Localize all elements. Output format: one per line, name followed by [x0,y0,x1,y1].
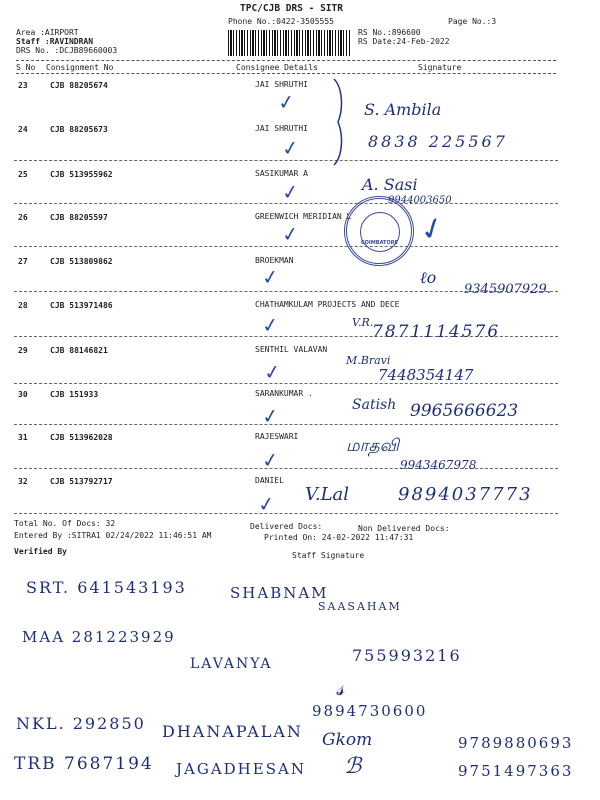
row-divider [14,513,558,514]
row-consignee: JAI SHRUTHI [255,80,308,89]
row-consignment: CJB 88205674 [50,81,108,90]
handwritten-text: MAA 281223929 [22,628,176,646]
col-consignee: Consignee Details [236,63,318,72]
staff-label: Staff :RAVINDRAN [16,37,94,46]
col-signature: Signature [418,63,462,72]
row-divider [14,160,558,161]
row-sno: 25 [18,170,28,179]
row-divider [14,383,558,384]
stamp-text: COIMBATORE [361,240,398,246]
row-consignee: BROEKMAN [255,256,294,265]
total-docs: Total No. Of Docs: 32 [14,519,116,528]
handwritten-text: 9751497363 [458,762,574,780]
row-sno: 26 [18,213,28,222]
handwritten-phone: 9943467978 [400,458,477,472]
handwritten-phone: 7448354147 [378,366,474,384]
check-mark-icon: ✓ [260,263,281,291]
handwritten-text: SHABNAM [230,584,329,602]
header-divider-2 [16,73,556,74]
handwritten-text: LAVANYA [190,656,273,672]
area-label: Area :AIRPORT [16,28,79,37]
handwritten-signature: ℓo [420,268,437,287]
handwritten-signature: Gkom [322,730,373,750]
row-consignment: CJB 513809862 [50,257,113,266]
handwritten-text: TRB 7687194 [14,754,154,774]
row-consignee: CHATHAMKULAM PROJECTS AND DECE [255,300,400,309]
handwritten-signature: 𝓈 [336,676,345,701]
stamp-inner-ring [360,212,400,252]
rs-date: RS Date:24-Feb-2022 [358,37,450,46]
check-mark-icon: ✓ [262,358,283,386]
verified-by-label: Verified By [14,547,67,556]
handwritten-signature: V.Lal [305,484,350,505]
bracket-mark [332,77,346,167]
row-consignment: CJB 513792717 [50,477,113,486]
handwritten-phone: 9944003650 [388,195,452,206]
row-consignee: SENTHIL VALAVAN [255,345,328,354]
barcode [228,30,350,56]
row-sno: 28 [18,301,28,310]
col-sno: S No [16,63,36,72]
handwritten-text: JAGADHESAN [176,760,306,778]
handwritten-phone: 9965666623 [410,401,519,421]
non-delivered-docs: Non Delivered Docs: [358,524,450,533]
row-divider [14,203,558,204]
check-mark-icon: ✓ [280,220,301,248]
row-consignee: SARANKUMAR . [255,389,313,398]
row-consignee: GREENWICH MERIDIAN L [255,212,352,221]
row-divider [14,424,558,425]
company-stamp [344,196,414,266]
check-mark-icon: ✓ [276,88,297,116]
row-consignment: CJB 88205673 [50,125,108,134]
row-sno: 27 [18,257,28,266]
handwritten-text: SAASAHAM [318,600,402,613]
handwritten-text: DHANAPALAN [162,722,303,741]
handwritten-phone: 7871114576 [372,322,501,342]
printed-on: Printed On: 24-02-2022 11:47:31 [264,533,414,542]
handwritten-text: 9894730600 [312,702,428,720]
handwritten-text: 755993216 [352,646,462,665]
handwritten-phone: 9894037773 [398,484,533,505]
phone-number: Phone No.:0422-3505555 [228,17,334,26]
handwritten-text: 9789880693 [458,734,574,752]
handwritten-signature: M.Bravi [346,354,391,367]
row-consignment: CJB 513955962 [50,170,113,179]
staff-signature-label: Staff Signature [292,551,365,560]
row-sno: 24 [18,125,28,134]
header-divider [16,60,556,61]
entered-by: Entered By :SITRA1 02/24/2022 11:46:51 AM [14,531,212,540]
col-consignment: Consignment No [46,63,114,72]
check-mark-icon: ✓ [260,311,281,339]
page-number: Page No.:3 [448,17,497,26]
row-consignment: CJB 151933 [50,390,99,399]
check-mark-icon: ✓ [280,178,301,206]
delivered-docs: Delivered Docs: [250,522,323,531]
row-consignee: RAJESWARI [255,432,299,441]
row-divider [14,468,558,469]
check-mark-icon: ✓ [256,490,277,518]
document-title: TPC/CJB DRS - SITR [240,3,343,14]
handwritten-signature: A. Sasi [362,175,418,194]
handwritten-text: SRT. 641543193 [26,578,187,597]
row-consignee: SASIKUMAR A [255,169,308,178]
row-consignee: DANIEL [255,476,284,485]
handwritten-signature: V.R. [352,316,374,329]
drs-number: DRS No. :DCJB89660003 [16,46,118,55]
handwritten-phone: 8838 225567 [368,132,508,151]
row-sno: 31 [18,433,28,442]
row-divider [14,246,558,247]
rs-number: RS No.:896600 [358,28,421,37]
row-consignment: CJB 88205597 [50,213,108,222]
check-mark-icon: ✓ [260,446,281,474]
handwritten-signature: ℬ [344,754,362,779]
row-consignment: CJB 513962028 [50,433,113,442]
check-mark-icon: ✓ [260,402,281,430]
handwritten-phone: 9345907929. [464,282,551,297]
row-consignee: JAI SHRUTHI [255,124,308,133]
row-sno: 29 [18,346,28,355]
handwritten-text: NKL. 292850 [16,714,146,733]
row-sno: 32 [18,477,28,486]
row-sno: 30 [18,390,28,399]
check-mark-icon: ✓ [280,134,301,162]
handwritten-signature: S. Ambila [364,100,442,119]
row-consignment: CJB 513971486 [50,301,113,310]
handwritten-signature: மாதவி [346,436,399,456]
check-mark-icon: ✓ [414,208,451,251]
row-sno: 23 [18,81,28,90]
row-consignment: CJB 88146821 [50,346,108,355]
handwritten-signature: Satish [352,397,397,413]
